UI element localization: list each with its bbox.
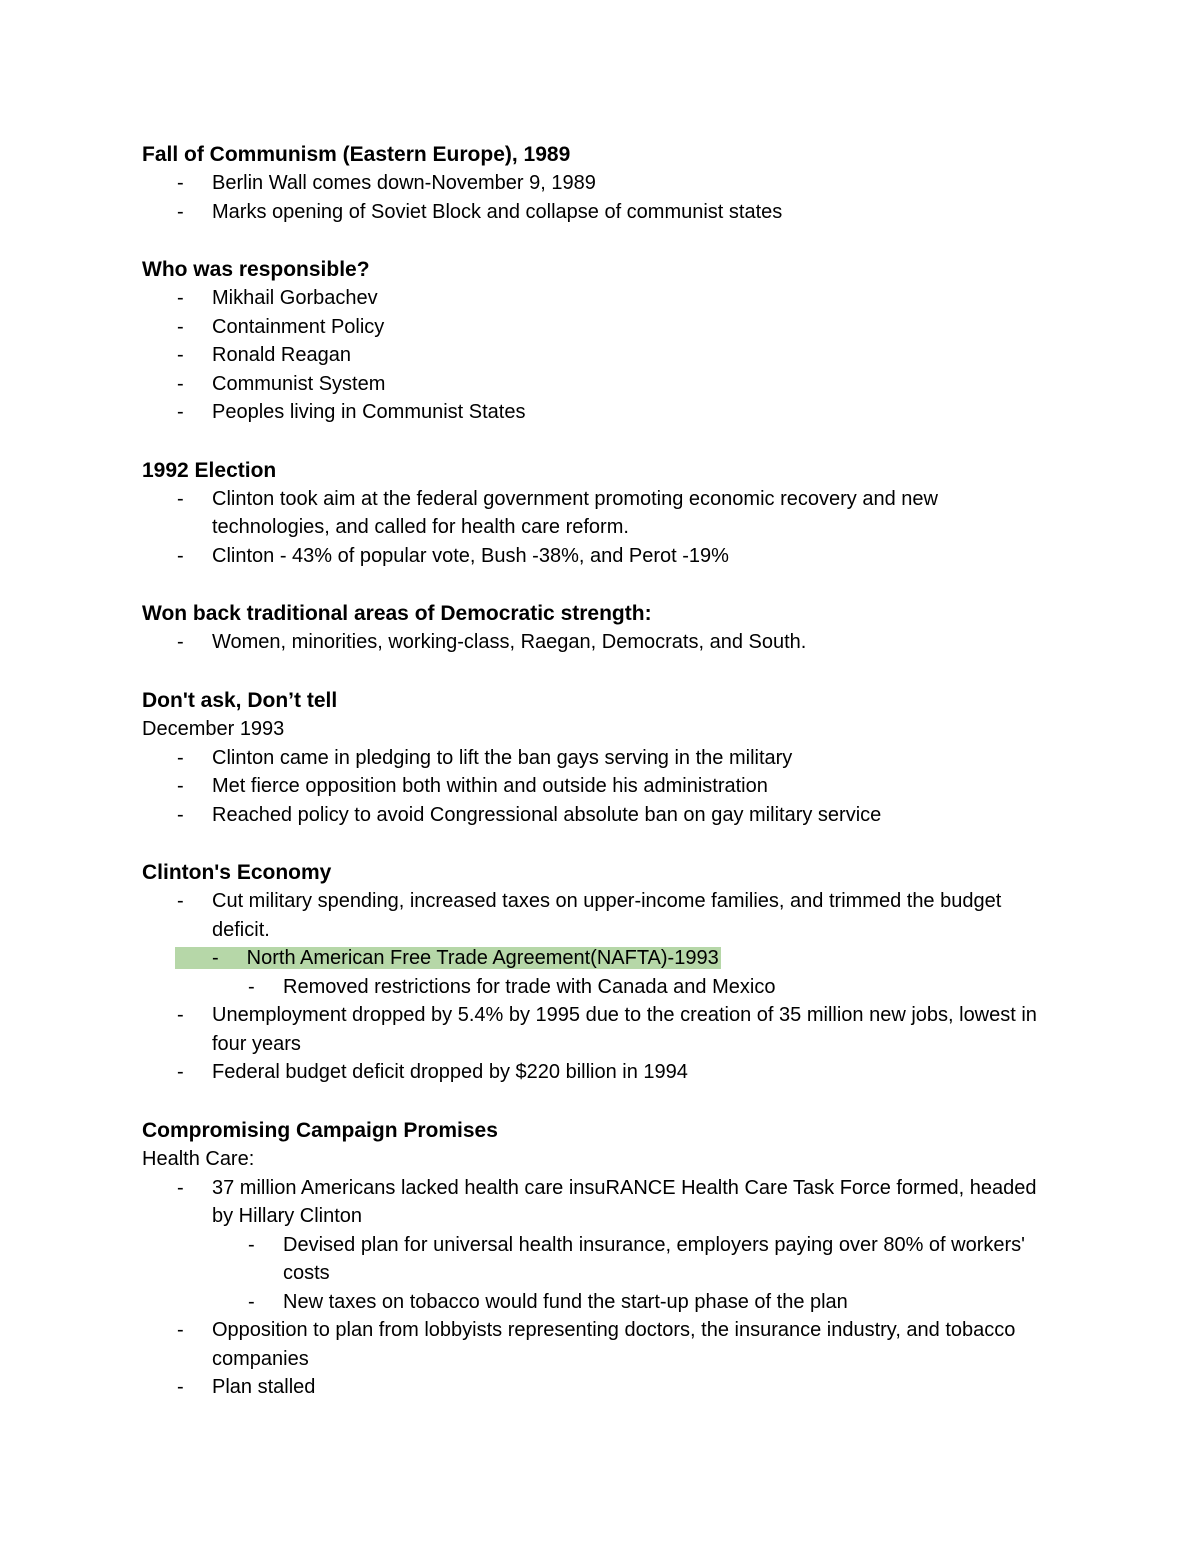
bullet-dash: - — [177, 746, 184, 769]
section-subtitle: Health Care: — [142, 1147, 255, 1170]
section-clintons-economy — [142, 858, 1040, 1087]
list-item-highlighted — [142, 944, 1040, 973]
bullet-dash: - — [177, 372, 184, 395]
bullet-list — [142, 744, 1040, 830]
list-item: - Mikhail Gorbachev — [142, 284, 1040, 313]
bullet-dash: - — [177, 1319, 184, 1341]
list-item: - Reached policy to avoid Congressional absolute ban on gay military service — [142, 801, 1040, 830]
section-heading: Won back traditional areas of Democratic strength: — [142, 602, 652, 625]
bullet-dash: - — [177, 315, 184, 338]
list-item: - Peoples living in Communist States — [142, 398, 1040, 427]
bullet-dash: - — [248, 1233, 255, 1256]
section-heading: Don't ask, Don’t tell — [142, 688, 338, 712]
bullet-dash: - — [177, 631, 184, 653]
list-item: - Met fierce opposition both within and outside his administration — [142, 772, 1040, 801]
bullet-dash: - — [177, 487, 184, 510]
section-campaign-promises — [142, 1116, 1040, 1402]
bullet-dash: - — [177, 544, 184, 567]
bullet-list — [142, 485, 1040, 571]
bullet-dash: - — [177, 172, 184, 194]
bullet-list — [142, 1174, 1040, 1402]
bullet-dash: - — [177, 1004, 184, 1026]
bullet-dash: - — [248, 975, 255, 998]
list-item: - Clinton - 43% of popular vote, Bush -38%, and Perot -19% — [142, 542, 1040, 571]
bullet-dash: - — [177, 344, 184, 366]
section-dont-ask-dont-tell — [142, 686, 1040, 830]
list-item: - Clinton took aim at the federal government promoting economic recovery and new technologies, and called for health care reform. — [142, 485, 1040, 542]
list-item: - Women, minorities, working-class, Raegan, Democrats, and South. — [142, 628, 1040, 657]
bullet-dash: - — [177, 803, 184, 826]
bullet-dash: - — [177, 1376, 184, 1398]
bullet-dash: - — [177, 401, 184, 423]
section-democratic-strength — [142, 599, 1040, 657]
list-item: - Plan stalled — [142, 1373, 1040, 1402]
list-item: - 37 million Americans lacked health care insuRANCE Health Care Task Force formed, headed by Hillary Clinton — [142, 1174, 1040, 1231]
bullet-list — [142, 887, 1040, 1087]
list-item: - Opposition to plan from lobbyists representing doctors, the insurance industry, and tobacco companies — [142, 1316, 1040, 1373]
list-item: - Marks opening of Soviet Block and collapse of communist states — [142, 198, 1040, 227]
section-fall-of-communism — [142, 140, 1040, 226]
list-item: - Federal budget deficit dropped by $220 billion in 1994 — [142, 1058, 1040, 1087]
list-item: - Cut military spending, increased taxes on upper-income families, and trimmed the budget deficit. — [142, 887, 1040, 944]
list-item: - Berlin Wall comes down-November 9, 1989 — [142, 169, 1040, 198]
section-heading: Compromising Campaign Promises — [142, 1118, 498, 1142]
bullet-list — [142, 169, 1040, 226]
bullet-dash: - — [177, 1061, 184, 1083]
bullet-dash: - — [177, 890, 184, 912]
list-item: - Containment Policy — [142, 313, 1040, 342]
bullet-dash: - — [177, 287, 184, 309]
section-heading: Fall of Communism (Eastern Europe), 1989 — [142, 143, 571, 166]
bullet-dash: - — [248, 1290, 255, 1313]
bullet-list — [142, 628, 1040, 657]
bullet-dash: - — [212, 947, 219, 969]
highlight-mark: - North American Free Trade Agreement(NAFTA)-1993 — [175, 947, 721, 969]
section-who-was-responsible — [142, 255, 1040, 427]
sub-list-item: - Devised plan for universal health insurance, employers paying over 80% of workers' costs — [142, 1231, 1040, 1288]
list-item: - Unemployment dropped by 5.4% by 1995 due to the creation of 35 million new jobs, lowest in four years — [142, 1001, 1040, 1058]
section-1992-election — [142, 456, 1040, 571]
bullet-list — [142, 284, 1040, 427]
bullet-dash: - — [177, 200, 184, 223]
sub-list-item: - New taxes on tobacco would fund the start-up phase of the plan — [142, 1288, 1040, 1317]
list-item: - Clinton came in pledging to lift the ban gays serving in the military — [142, 744, 1040, 773]
bullet-dash: - — [177, 775, 184, 797]
sub-list-item: - Removed restrictions for trade with Canada and Mexico — [142, 973, 1040, 1002]
list-item: - Ronald Reagan — [142, 341, 1040, 370]
list-item: - Communist System — [142, 370, 1040, 399]
section-subtitle: December 1993 — [142, 717, 285, 740]
bullet-dash: - — [177, 1176, 184, 1199]
section-heading: Who was responsible? — [142, 258, 370, 281]
section-heading: 1992 Election — [142, 458, 277, 482]
section-heading: Clinton's Economy — [142, 861, 332, 884]
